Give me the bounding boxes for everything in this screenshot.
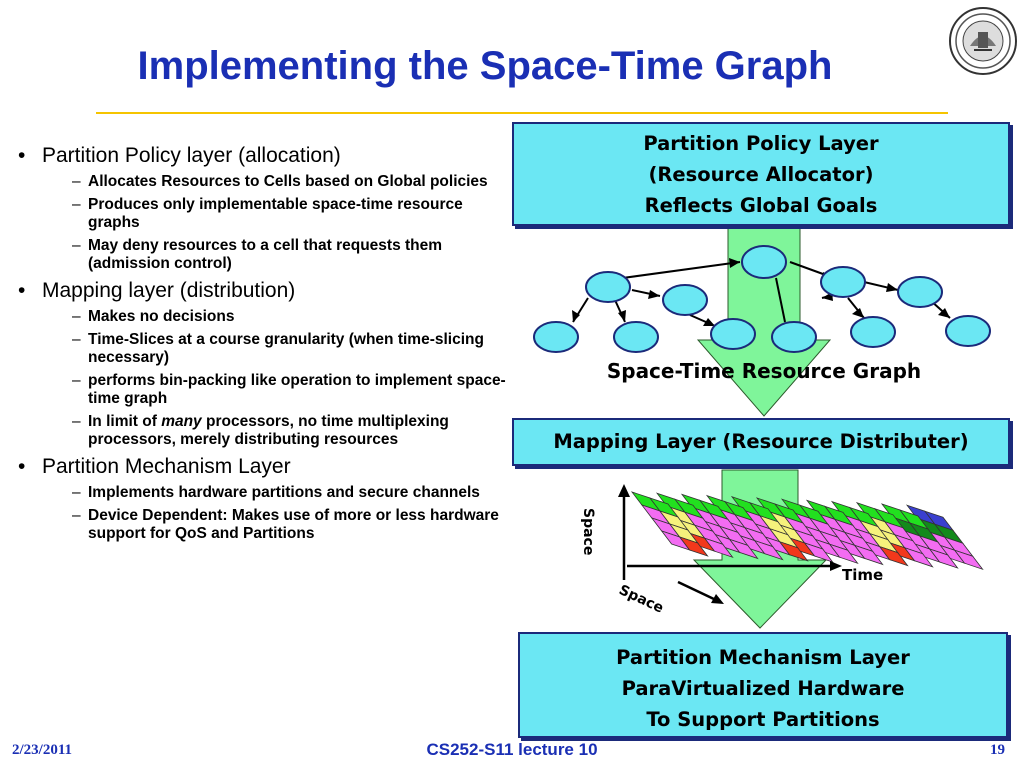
mechanism-box-line-2: ParaVirtualized Hardware xyxy=(621,677,905,700)
sub-bullet-text: May deny resources to a cell that requests them (admission control) xyxy=(88,237,443,272)
sub-bullet: – Implements hardware partitions and secure channels xyxy=(72,484,480,501)
sub-bullet-text: Time-Slices at a course granularity (when time-slicing necessary) xyxy=(88,331,484,366)
partition-policy-layer-box xyxy=(512,122,1010,226)
sub-bullet: – Device Dependent: Makes use of more or less hardware support for QoS and Partitions xyxy=(72,507,499,542)
policy-box-line-3: Reflects Global Goals xyxy=(644,194,878,217)
footer-page-number: 19 xyxy=(990,742,1005,758)
mapping-layer-box xyxy=(512,418,1010,466)
sub-bullet: – May deny resources to a cell that requests them (admission control) xyxy=(72,237,443,272)
bullet-mapping-layer: • Mapping layer (distribution) xyxy=(18,279,296,302)
sub-bullet-text: Implements hardware partitions and secure channels xyxy=(88,484,480,501)
mechanism-box-line-1: Partition Mechanism Layer xyxy=(616,646,910,669)
time-slice-grids xyxy=(632,492,983,569)
sub-bullet: – In limit of many processors, no time multiplexing processors, merely distributing resources xyxy=(72,413,449,448)
sub-bullet: – performs bin-packing like operation to implement space-time graph xyxy=(72,372,506,407)
slide-title: Implementing the Space-Time Graph xyxy=(137,44,833,88)
axis-time-label: Time xyxy=(842,566,884,584)
bullet-policy-layer: • Partition Policy layer (allocation) xyxy=(18,144,341,167)
sub-bullet: – Allocates Resources to Cells based on Global policies xyxy=(72,173,488,190)
axis-space-diagonal-label: Space xyxy=(616,582,666,617)
bullet-text: Partition Policy layer (allocation) xyxy=(42,144,341,167)
sub-bullet: – Makes no decisions xyxy=(72,308,235,325)
mapping-box-label: Mapping Layer (Resource Distributer) xyxy=(553,430,969,453)
bullet-mechanism-layer: • Partition Mechanism Layer xyxy=(18,455,291,478)
mechanism-box-line-3: To Support Partitions xyxy=(646,708,880,731)
sub-bullet-text: Allocates Resources to Cells based on Global policies xyxy=(88,173,488,190)
sub-bullet-text: Makes no decisions xyxy=(88,308,235,325)
bullet-text: Mapping layer (distribution) xyxy=(42,279,296,302)
policy-box-line-1: Partition Policy Layer xyxy=(643,132,879,155)
policy-box-line-2: (Resource Allocator) xyxy=(648,163,874,186)
emphasis-many: many xyxy=(161,413,202,430)
axis-space-vertical-label: Space xyxy=(580,508,596,556)
graph-label: Space-Time Resource Graph xyxy=(606,359,922,383)
sub-bullet-text: Device Dependent: Makes use of more or less hardware support for QoS and Partitions xyxy=(88,507,499,542)
sub-bullet: – Produces only implementable space-time resource graphs xyxy=(72,196,463,231)
bullet-text: Partition Mechanism Layer xyxy=(42,455,291,478)
sub-bullet: – Time-Slices at a course granularity (when time-slicing necessary) xyxy=(72,331,484,366)
sub-bullet-text: Produces only implementable space-time resource graphs xyxy=(88,196,463,231)
footer-date: 2/23/2011 xyxy=(12,742,73,758)
sub-bullet-text: performs bin-packing like operation to implement space-time graph xyxy=(88,372,506,407)
sub-bullet-text: In limit of many processors, no time multiplexing processors, merely distributing resources xyxy=(88,413,449,448)
partition-mechanism-layer-box xyxy=(518,632,1008,738)
footer-course: CS252-S11 lecture 10 xyxy=(426,740,598,759)
